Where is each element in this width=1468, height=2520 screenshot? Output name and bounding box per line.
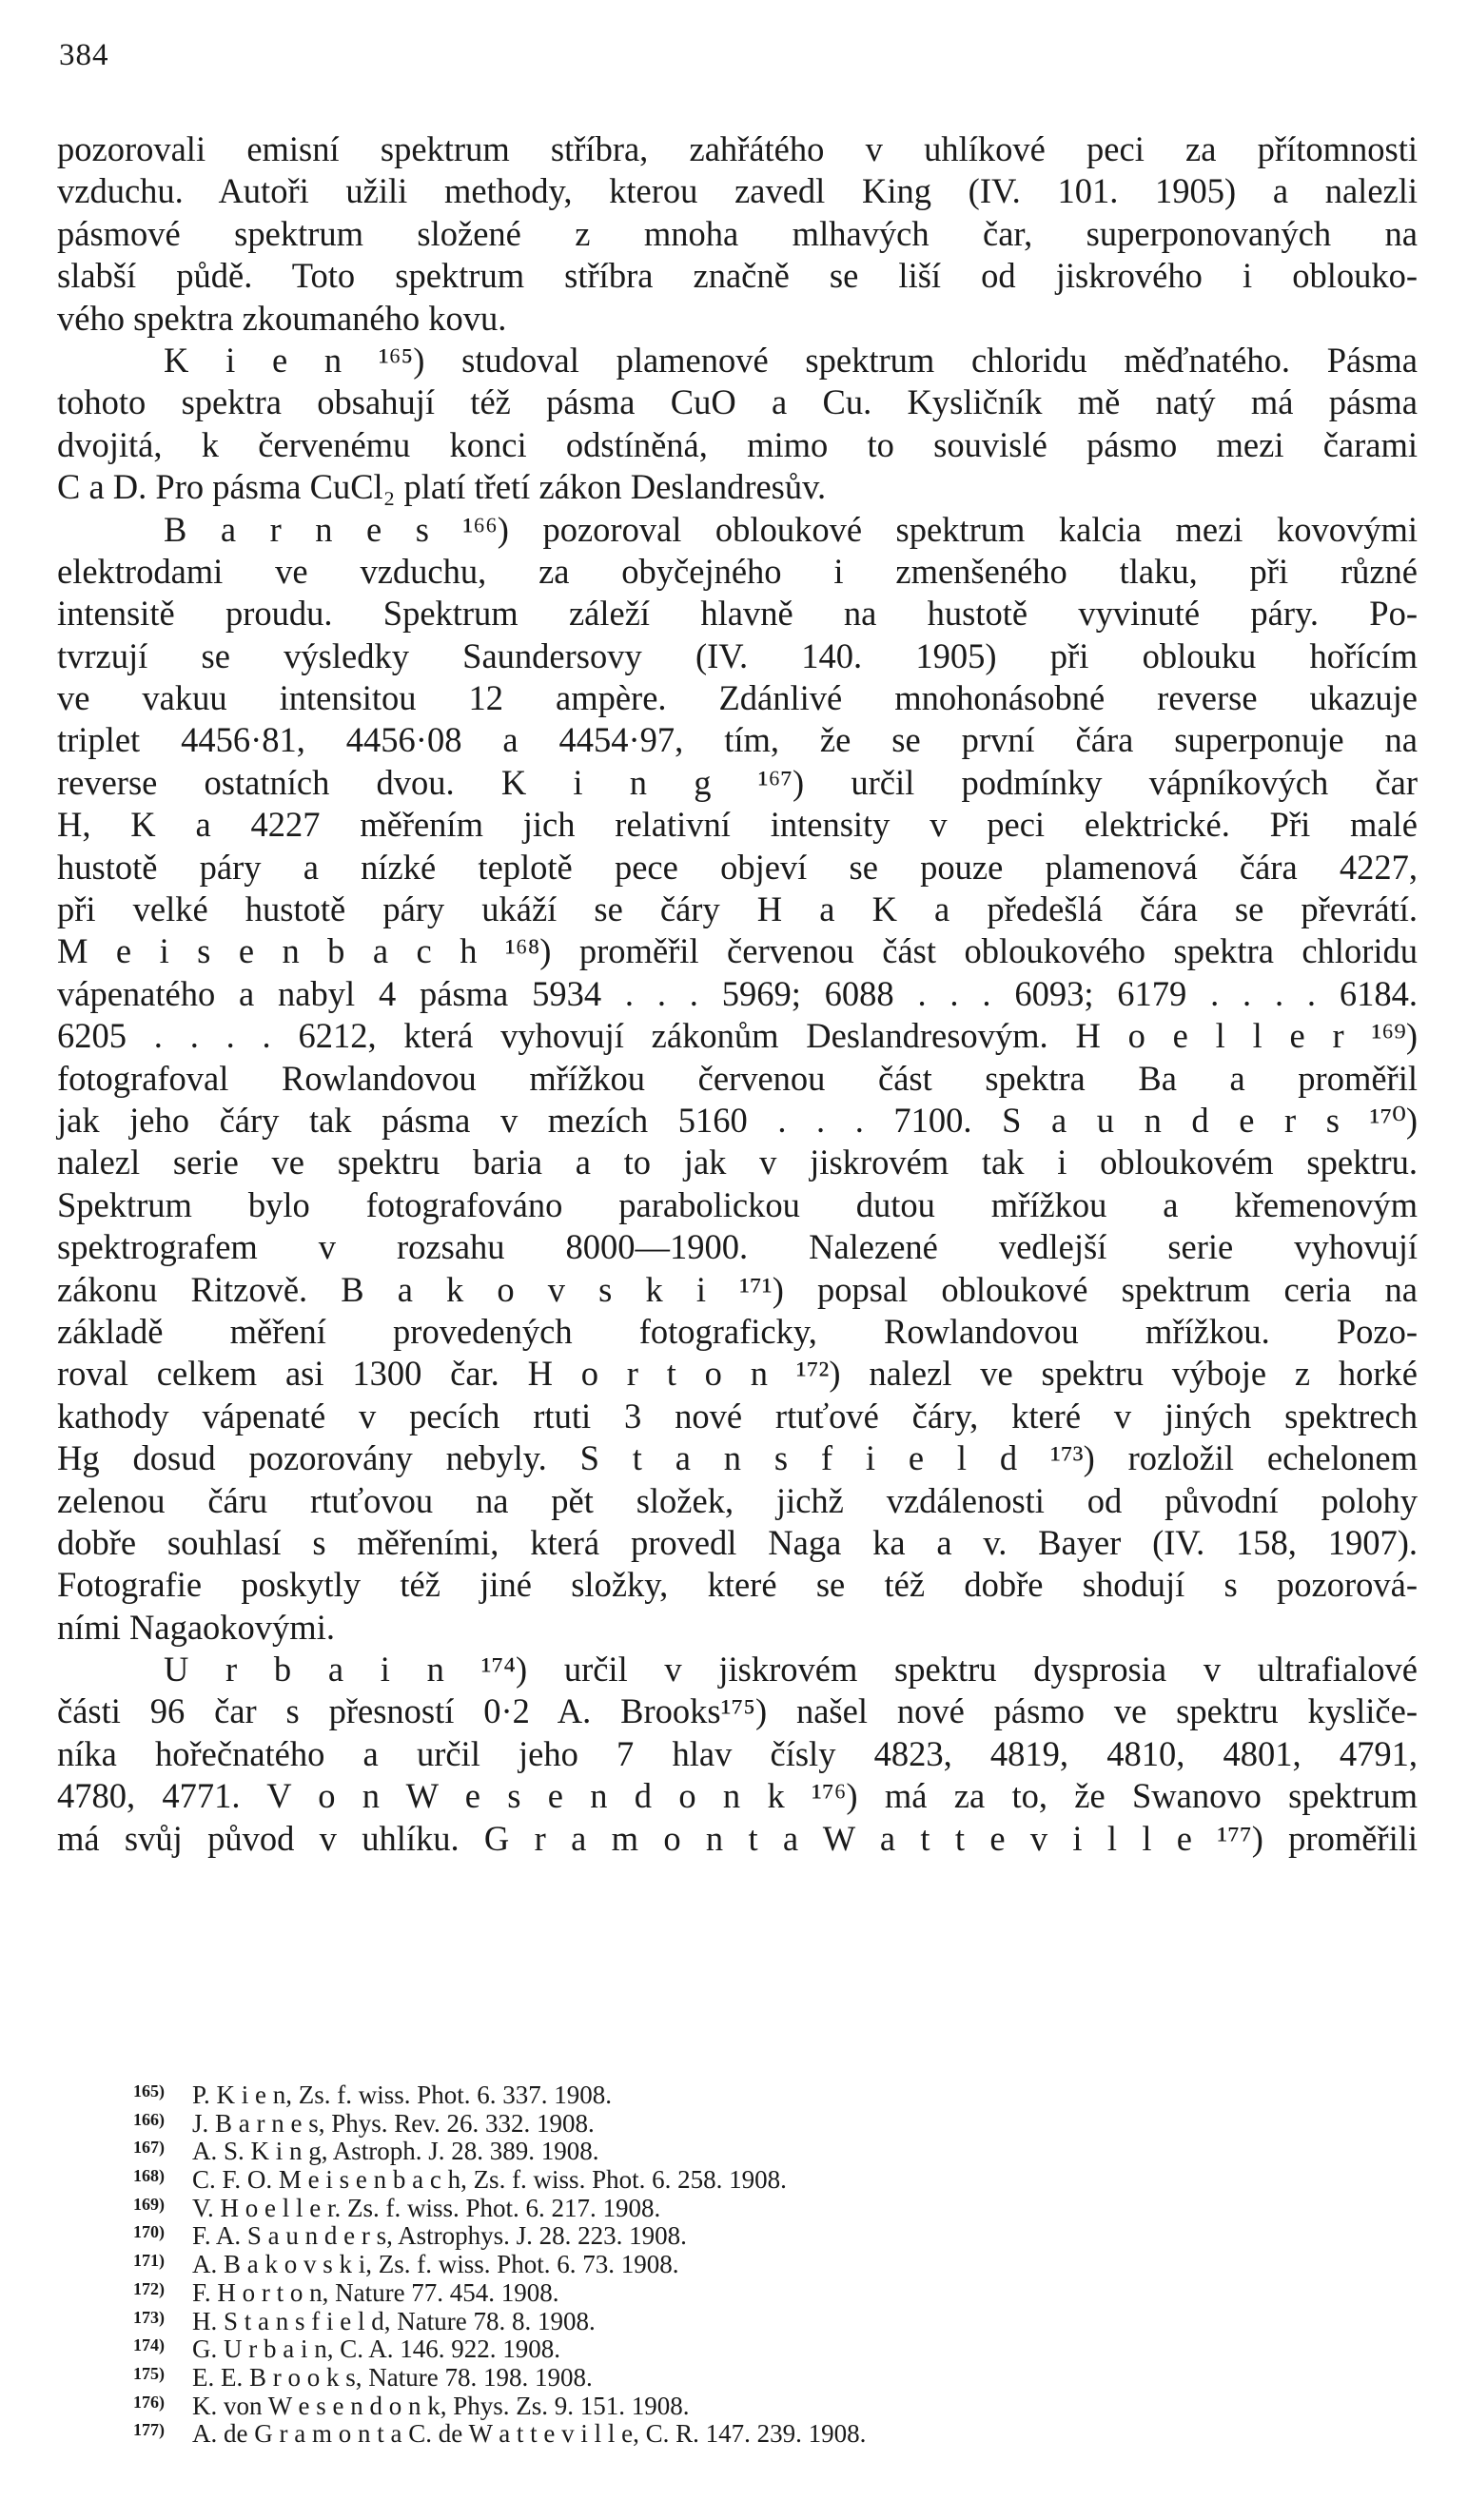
footnote-mark: 166) [133,2109,165,2129]
text-line: H, K a 4227 měřením jich relativní intensity v peci elektrické. Při malé [57,805,1418,845]
footnote-text: G. U r b a i n, C. A. 146. 922. 1908. [192,2334,560,2364]
text-line: jak jeho čáry tak pásma v mezích 5160 . . . 7100. S a u n d e r s ¹⁷⁰) [57,1100,1418,1140]
footnote-mark: 174) [133,2335,165,2355]
text-line: části 96 čar s přesností 0·2 A. Brooks¹⁷⁵) našel nové pásmo ve spektru kysliče- [57,1691,1418,1731]
text-line: dvojitá, k červenému konci odstíněná, mimo to souvislé pásmo mezi čarami [57,424,1418,464]
footnote-mark: 170) [133,2222,165,2242]
text-line: má svůj původ v uhlíku. G r a m o n t a W a t t e v i l l e ¹⁷⁷) proměřili [57,1818,1418,1858]
footnote [133,2389,1351,2420]
footnote [133,2106,1351,2138]
text-line: B a r n e s ¹⁶⁶) pozoroval obloukové spektrum kalcia mezi kovovými [164,509,1418,549]
footnote [133,2134,1351,2166]
text-line: při velké hustotě páry ukáží se čáry H a K a předešlá čára se převrátí. [57,889,1418,929]
text-line: Spektrum bylo fotografováno parabolickou dutou mřížkou a křemenovým [57,1184,1418,1224]
footnote [133,2247,1351,2279]
footnote-text: F. H o r t o n, Nature 77. 454. 1908. [192,2277,559,2307]
text-line: vého spektra zkoumaného kovu. [57,298,507,338]
footnote [133,2218,1351,2251]
footnote-text: J. B a r n e s, Phys. Rev. 26. 332. 1908. [192,2108,595,2138]
text-line: vápenatého a nabyl 4 pásma 5934 . . . 5969; 6088 . . . 6093; 6179 . . . . 6184. [57,973,1418,1013]
text-line: Fotografie poskytly též jiné složky, které se též dobře shodují s pozorová- [57,1565,1418,1605]
footnote-mark: 165) [133,2081,165,2100]
footnote-mark: 171) [133,2251,165,2271]
text-line: pozorovali emisní spektrum stříbra, zahřátého v uhlíkové peci za přítomnosti [57,129,1418,168]
text-line: zákonu Ritzově. B a k o v s k i ¹⁷¹) popsal obloukové spektrum ceria na [57,1269,1418,1309]
page-number: 384 [59,38,109,72]
text-line: K i e n ¹⁶⁵) studoval plamenové spektrum chloridu měďnatého. Pásma [164,340,1418,380]
text-line: vzduchu. Autoři užili methody, kterou zavedl King (IV. 101. 1905) a nalezli [57,171,1418,211]
text-line: fotografoval Rowlandovou mřížkou červenou část spektra Ba a proměřil [57,1058,1418,1098]
text-line: slabší půdě. Toto spektrum stříbra značně se liší od jiskrového i oblouko- [57,256,1418,296]
footnote [133,2304,1351,2333]
text-line: níka hořečnatého a určil jeho 7 hlav čísly 4823, 4819, 4810, 4801, 4791, [57,1733,1418,1773]
text-line: ními Nagaokovými. [57,1607,335,1647]
text-line: ve vakuu intensitou 12 ampère. Zdánlivé mnohonásobné reverse ukazuje [57,678,1418,718]
footnote-mark: 167) [133,2138,165,2158]
footnote [133,2332,1351,2364]
footnote [133,2416,1351,2449]
footnote-text: F. A. S a u n d e r s, Astrophys. J. 28. 223. 1908. [192,2221,687,2251]
footnote-mark: 176) [133,2392,165,2412]
footnote-mark: 175) [133,2363,165,2383]
footnote-mark: 172) [133,2278,165,2298]
body-text [57,128,1418,1860]
text-line: intensitě proudu. Spektrum záleží hlavně na hustotě vyvinuté páry. Po- [57,594,1418,634]
text-line: C a D. Pro pásma CuCl₂ platí třetí zákon Deslandresův. [57,467,827,507]
text-line: roval celkem asi 1300 čar. H o r t o n ¹⁷²) nalezl ve spektru výboje z horké [57,1354,1418,1394]
footnote-text: K. von W e s e n d o n k, Phys. Zs. 9. 151. 1908. [192,2391,690,2420]
text-line: elektrodami ve vzduchu, za obyčejného i zmenšeného tlaku, při různé [57,551,1418,591]
footnote-text: C. F. O. M e i s e n b a c h, Zs. f. wiss. Phot. 6. 258. 1908. [192,2165,787,2195]
footnote-text: A. S. K i n g, Astroph. J. 28. 389. 1908. [192,2137,599,2166]
footnote-text: V. H o e l l e r. Zs. f. wiss. Phot. 6. 217. 1908. [192,2193,661,2222]
text-line: reverse ostatních dvou. K i n g ¹⁶⁷) určil podmínky vápníkových čar [57,762,1418,802]
text-line: U r b a i n ¹⁷⁴) určil v jiskrovém spektru dysprosia v ultrafialové [164,1650,1418,1690]
footnote [133,2078,1351,2109]
text-line: triplet 4456·81, 4456·08 a 4454·97, tím, že se první čára superponuje na [57,720,1418,760]
text-line: pásmové spektrum složené z mnoha mlhavých čar, superponovaných na [57,213,1418,253]
footnote [133,2191,1351,2222]
footnote-text: H. S t a n s f i e l d, Nature 78. 8. 1908. [192,2306,596,2335]
text-line: základě měření provedených fotograficky, Rowlandovou mřížkou. Pozo- [57,1311,1418,1351]
text-line: tohoto spektra obsahují též pásma CuO a Cu. Kysličník mě natý má pásma [57,382,1418,422]
text-line: 6205 . . . . 6212, která vyhovují zákonům Deslandresovým. H o e l l e r ¹⁶⁹) [57,1016,1418,1056]
footnote [133,2162,1351,2195]
footnote [133,2360,1351,2392]
footnotes [133,2078,1351,2449]
text-line: zelenou čáru rtuťovou na pět složek, jichž vzdálenosti od původní polohy [57,1480,1418,1520]
footnote-mark: 173) [133,2307,165,2327]
text-line: Hg dosud pozorovány nebyly. S t a n s f i e l d ¹⁷³) rozložil echelonem [57,1438,1418,1478]
text-line: tvrzují se výsledky Saundersovy (IV. 140. 1905) při oblouku hořícím [57,635,1418,675]
text-line: kathody vápenaté v pecích rtuti 3 nové rtuťové čáry, které v jiných spektrech [57,1396,1418,1436]
footnote [133,2276,1351,2307]
footnote-mark: 168) [133,2166,165,2186]
text-line: M e i s e n b a c h ¹⁶⁸) proměřil červenou část obloukového spektra chloridu [57,931,1418,971]
text-line: dobře souhlasí s měřeními, která provedl Naga ka a v. Bayer (IV. 158, 1907). [57,1522,1418,1562]
footnote-text: A. B a k o v s k i, Zs. f. wiss. Phot. 6. 73. 1908. [192,2250,679,2279]
text-line: hustotě páry a nízké teplotě pece objeví se pouze plamenová čára 4227, [57,847,1418,887]
footnote-text: P. K i e n, Zs. f. wiss. Phot. 6. 337. 1908. [192,2080,613,2109]
text-line: spektrografem v rozsahu 8000—1900. Nalezené vedlejší serie vyhovují [57,1227,1418,1267]
footnote-mark: 169) [133,2194,165,2214]
text-line: nalezl serie ve spektru baria a to jak v jiskrovém tak i obloukovém spektru. [57,1143,1418,1182]
text-line: 4780, 4771. V o n W e s e n d o n k ¹⁷⁶) má za to, že Swanovo spektrum [57,1776,1418,1816]
footnote-mark: 177) [133,2420,165,2440]
footnote-text: A. de G r a m o n t a C. de W a t t e v i l l e, C. R. 147. 239. 1908. [192,2419,867,2449]
footnote-text: E. E. B r o o k s, Nature 78. 198. 1908. [192,2362,593,2392]
